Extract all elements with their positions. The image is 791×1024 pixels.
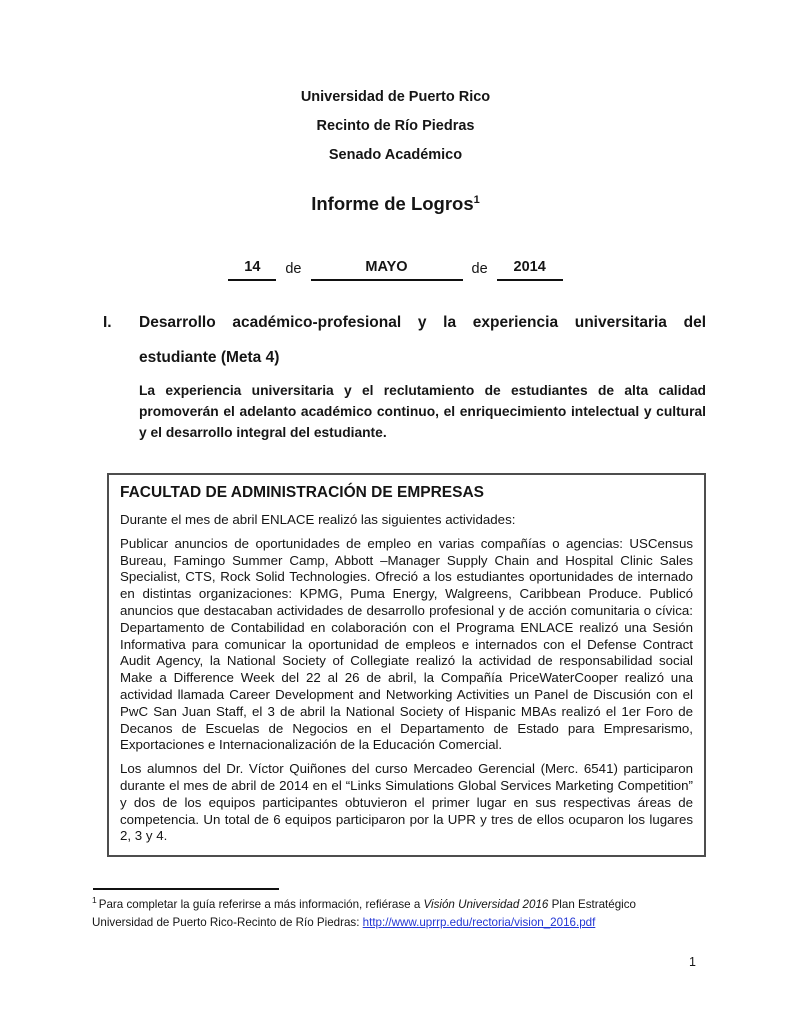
- page-number: 1: [689, 955, 696, 969]
- header-university: Universidad de Puerto Rico: [300, 89, 491, 105]
- header-campus: Recinto de Río Piedras: [316, 118, 475, 134]
- footnote-text-before: Para completar la guía referirse a más información, refiérase a: [98, 898, 424, 911]
- footnote-italic-title: Visión Universidad 2016: [423, 898, 549, 911]
- date-line: [0, 255, 791, 281]
- header-senate: Senado Académico: [328, 147, 463, 163]
- section-meta-4: [103, 305, 706, 443]
- title-footnote-ref: 1: [473, 193, 480, 206]
- footnote-text-after: Plan Estratégico Universidad de Puerto Rico-Recinto de Río Piedras:: [92, 898, 636, 929]
- section-number: I.: [103, 314, 112, 331]
- footnote: [92, 896, 658, 931]
- faculty-box-heading: FACULTAD DE ADMINISTRACIÓN DE EMPRESAS: [120, 484, 484, 501]
- faculty-paragraph-2: Publicar anuncios de oportunidades de empleo en varias compañías o agencias: USCensus Bureau, Famingo Summer Camp, Abbott –Manager Supply Chain and Hospital Clinic Sales Specialist, CTS, Rock Solid Technologies. Ofreció a los estudiantes oportunidades de internado en distintas organizaciones: KPMG, Puma Energy, Walgreens, Caribbean Produce. Publicó anuncios que destacaban actividades de desarrollo profesional y de acción comunitaria o cívica: Departamento de Contabilidad en colaboración con el Programa ENLACE realizó una Sesión Informativa para comunicar la oportunidad de empleos e internados con el Defense Contract Audit Agency, la National Society of Collegiate realizó la actividad de responsabilidad social Make a Difference Week del 22 al 26 de abril, la Compañía PriceWaterCooper realizó una actividad llamada Career Development and Networking Activities un Panel de Discusión con el PwC San Juan Staff, el 3 de abril la National Society of Hispanic MBAs realizó el 1er Foro de Decanos de Escuelas de Negocios en el Departamento de Estado para Empresarismo, Exportaciones e Internacionalización de la Educación Comercial.: [120, 535, 693, 753]
- document-header: [0, 83, 791, 170]
- faculty-paragraph-1: Durante el mes de abril ENLACE realizó las siguientes actividades:: [120, 512, 516, 527]
- footnote-ref-number: 1: [92, 895, 97, 906]
- date-year-blank: 2014: [497, 255, 563, 281]
- date-de-2: de: [471, 261, 488, 277]
- page-title: [0, 193, 791, 215]
- title-text: Informe de Logros: [311, 193, 474, 214]
- section-heading: Desarrollo académico-profesional y la experiencia universitaria del estudiante (Meta 4): [139, 314, 706, 366]
- faculty-report-box: [107, 473, 706, 857]
- date-month-blank: MAYO: [311, 255, 463, 281]
- date-day-blank: 14: [228, 255, 276, 281]
- faculty-paragraph-3: Los alumnos del Dr. Víctor Quiñones del curso Mercadeo Gerencial (Merc. 6541) participaron durante el mes de abril de 2014 en el “Links Simulations Global Services Marketing Competition” y dos de los equipos participantes obtuvieron el primer lugar en sus respectivas áreas de competencia. Un total de 6 equipos participaron por la UPR y tres de ellos ocuparon los lugares 2, 3 y 4.: [120, 761, 693, 844]
- date-de-1: de: [285, 261, 302, 277]
- footnote-divider: [93, 888, 279, 890]
- section-intro-paragraph: La experiencia universitaria y el reclutamiento de estudiantes de alta calidad promoverán el adelanto académico continuo, el enriquecimiento intelectual y cultural y el desarrollo integral del estudiante.: [139, 383, 706, 440]
- footnote-url-link[interactable]: http://www.uprrp.edu/rectoria/vision_2016.pdf: [362, 915, 596, 929]
